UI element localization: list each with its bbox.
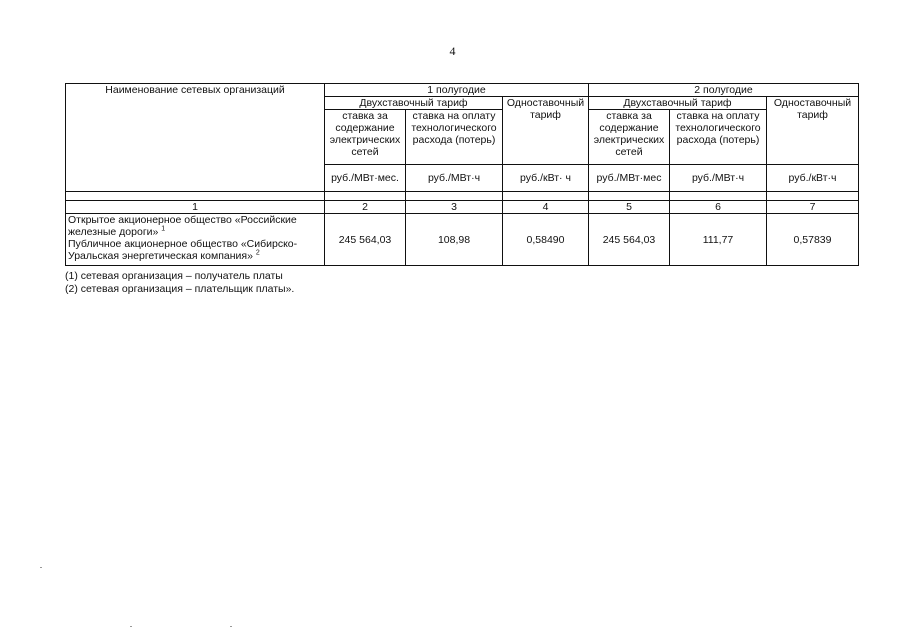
unit-col-5: руб./МВт·мес (589, 165, 670, 192)
org-payer-mark: 2 (255, 249, 260, 257)
header-two-rate-1: Двухставочный тариф (325, 97, 503, 110)
header-two-rate-2: Двухставочный тариф (589, 97, 767, 110)
data-row (66, 214, 859, 266)
footnote-2: (2) сетевая организация – плательщик платы». (65, 283, 295, 295)
header-half-2: 2 полугодие (589, 84, 859, 97)
organization-cell (66, 214, 325, 266)
header-org-name: Наименование сетевых организаций (66, 84, 325, 192)
scan-speck (130, 626, 132, 627)
header-rate-losses-1: ставка на оплату технологического расхода (потерь) (406, 110, 503, 165)
col-number: 3 (406, 201, 503, 214)
tariff-table (65, 83, 859, 266)
col-number: 7 (767, 201, 859, 214)
header-rate-maintenance-2: ставка за содержание электрических сетей (589, 110, 670, 165)
unit-col-7: руб./кВт·ч (767, 165, 859, 192)
column-number-row (66, 201, 859, 214)
value-col-4: 0,58490 (503, 214, 589, 266)
footnote-1: (1) сетевая организация – получатель платы (65, 270, 283, 282)
footnotes (65, 270, 294, 296)
value-col-3: 108,98 (406, 214, 503, 266)
header-rate-losses-2: ставка на оплату технологического расхода (потерь) (670, 110, 767, 165)
org-payer: Публичное акционерное общество «Сибирско-Уральская энергетическая компания» (68, 238, 298, 262)
col-number: 1 (66, 201, 325, 214)
scan-speck (40, 567, 42, 568)
col-number: 5 (589, 201, 670, 214)
header-rate-maintenance-1: ставка за содержание электрических сетей (325, 110, 406, 165)
value-col-5: 245 564,03 (589, 214, 670, 266)
header-row-periods (66, 84, 859, 97)
value-col-2: 245 564,03 (325, 214, 406, 266)
value-col-7: 0,57839 (767, 214, 859, 266)
page-number: 4 (449, 44, 456, 58)
col-number: 4 (503, 201, 589, 214)
unit-col-4: руб./кВт· ч (503, 165, 589, 192)
col-number: 2 (325, 201, 406, 214)
header-one-rate-1: Одноставочный тариф (503, 97, 589, 165)
unit-col-3: руб./МВт·ч (406, 165, 503, 192)
unit-col-2: руб./МВт·мес. (325, 165, 406, 192)
spacer-row (66, 192, 859, 201)
org-payee: Открытое акционерное общество «Российские железные дороги» (68, 214, 297, 238)
col-number: 6 (670, 201, 767, 214)
org-payee-mark: 1 (161, 225, 166, 233)
header-half-1: 1 полугодие (325, 84, 589, 97)
scan-speck (230, 626, 232, 627)
header-one-rate-2: Одноставочный тариф (767, 97, 859, 165)
value-col-6: 111,77 (670, 214, 767, 266)
unit-col-6: руб./МВт·ч (670, 165, 767, 192)
